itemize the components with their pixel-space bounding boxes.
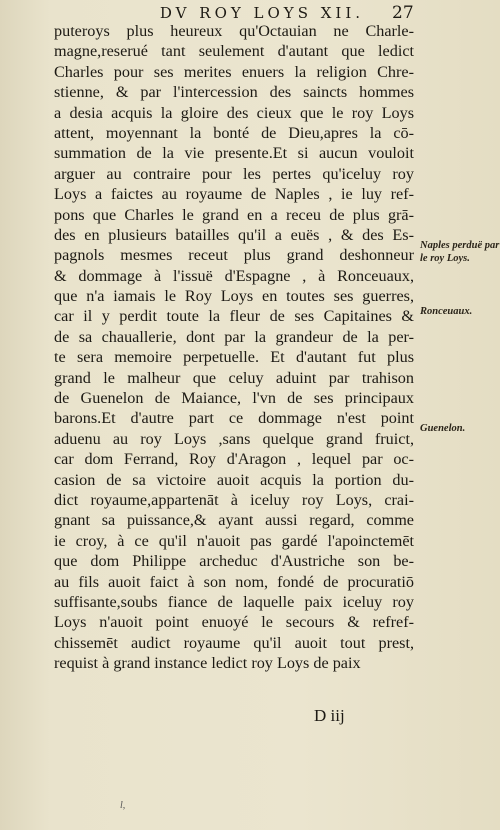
- text-line: gnant sa puissance,& ayant aussi regard, comme: [54, 511, 414, 530]
- text-line: de sa chauallerie, dont par la grandeur de la per-: [54, 327, 414, 346]
- text-line: puteroys plus heureux qu'Octauian ne Charle-: [54, 22, 414, 40]
- text-line: a desia acquis la gloire des cieux que le roy Loys: [54, 103, 414, 122]
- text-line: chissemēt audict royaume qu'il auoit tout prest,: [54, 633, 414, 652]
- text-line: pagnols mesmes receut plus grand deshonneur: [54, 246, 414, 265]
- text-line: requist à grand instance ledict roy Loys de paix: [54, 654, 361, 673]
- text-line: pons que Charles le grand en a receu de plus grā-: [54, 205, 414, 224]
- text-line: casion de sa victoire auoit acquis la portion du-: [54, 470, 414, 489]
- signature-mark: D iij: [314, 706, 345, 725]
- margin-note-naples: Naples perduë par le roy Loys.: [420, 240, 500, 264]
- running-title: DV ROY LOYS XII.: [159, 4, 365, 22]
- text-line: suffisante,soubs fiance de laquelle paix iceluy roy: [54, 592, 414, 611]
- text-line: que dom Philippe archeduc d'Austriche son be-: [54, 552, 414, 571]
- text-line: magne,reserué tant seulement d'autant que ledict: [54, 42, 414, 61]
- text-line: stienne, & par l'intercession des saincts hommes: [54, 83, 414, 102]
- text-line: attent, moyennant la bonté de Dieu,apres la cō-: [54, 123, 414, 142]
- text-line: Charles pour ses merites enuers la religion Chre-: [54, 62, 414, 81]
- text-line: de Guenelon de Maiance, l'vn de ses principaux: [54, 389, 414, 408]
- text-line: barons.Et d'autre part ce dommage n'est point: [54, 409, 414, 428]
- body-text: [54, 21, 414, 674]
- margin-note-guenelon: Guenelon.: [420, 423, 466, 434]
- bottom-mark: l,: [120, 800, 126, 811]
- text-line: te sera memoire perpetuelle. Et d'autant fut plus: [54, 348, 414, 367]
- page-number: 27: [392, 3, 414, 23]
- text-line: grand le malheur que celuy aduint par trahison: [54, 368, 414, 387]
- text-line: arguer au contraire pour les pertes qu'iceluy roy: [54, 164, 414, 183]
- text-line: des en plusieurs batailles qu'il a euës , & des Es-: [54, 225, 414, 244]
- text-line: car dom Ferrand, Roy d'Aragon , lequel par oc-: [54, 450, 414, 469]
- text-line: que n'a iamais le Roy Loys en toutes ses guerres,: [54, 287, 414, 306]
- text-line: aduenu au roy Loys ,sans quelque grand fruict,: [54, 429, 414, 448]
- text-line: Loys a faictes au royaume de Naples , ie luy ref-: [54, 185, 414, 204]
- text-line: au fils auoit faict à son nom, fondé de procuratiō: [54, 572, 414, 591]
- text-line: Loys n'auoit point enuoyé le secours & refref-: [54, 613, 414, 632]
- margin-note-ronceuaux: Ronceuaux.: [420, 306, 473, 317]
- text-line: dict royaume,appartenāt à iceluy roy Loys, crai-: [54, 490, 414, 509]
- text-line: summation de la vie presente.Et si aucun vouloit: [54, 144, 414, 163]
- text-line: ie croy, à ce qu'il n'auoit pas gardé l'apoinctemēt: [54, 531, 414, 550]
- text-line: car il y perdit toute la fleur de ses Capitaines &: [54, 307, 414, 326]
- text-line: & dommage à l'issuë d'Espagne , à Ronceuaux,: [54, 266, 414, 285]
